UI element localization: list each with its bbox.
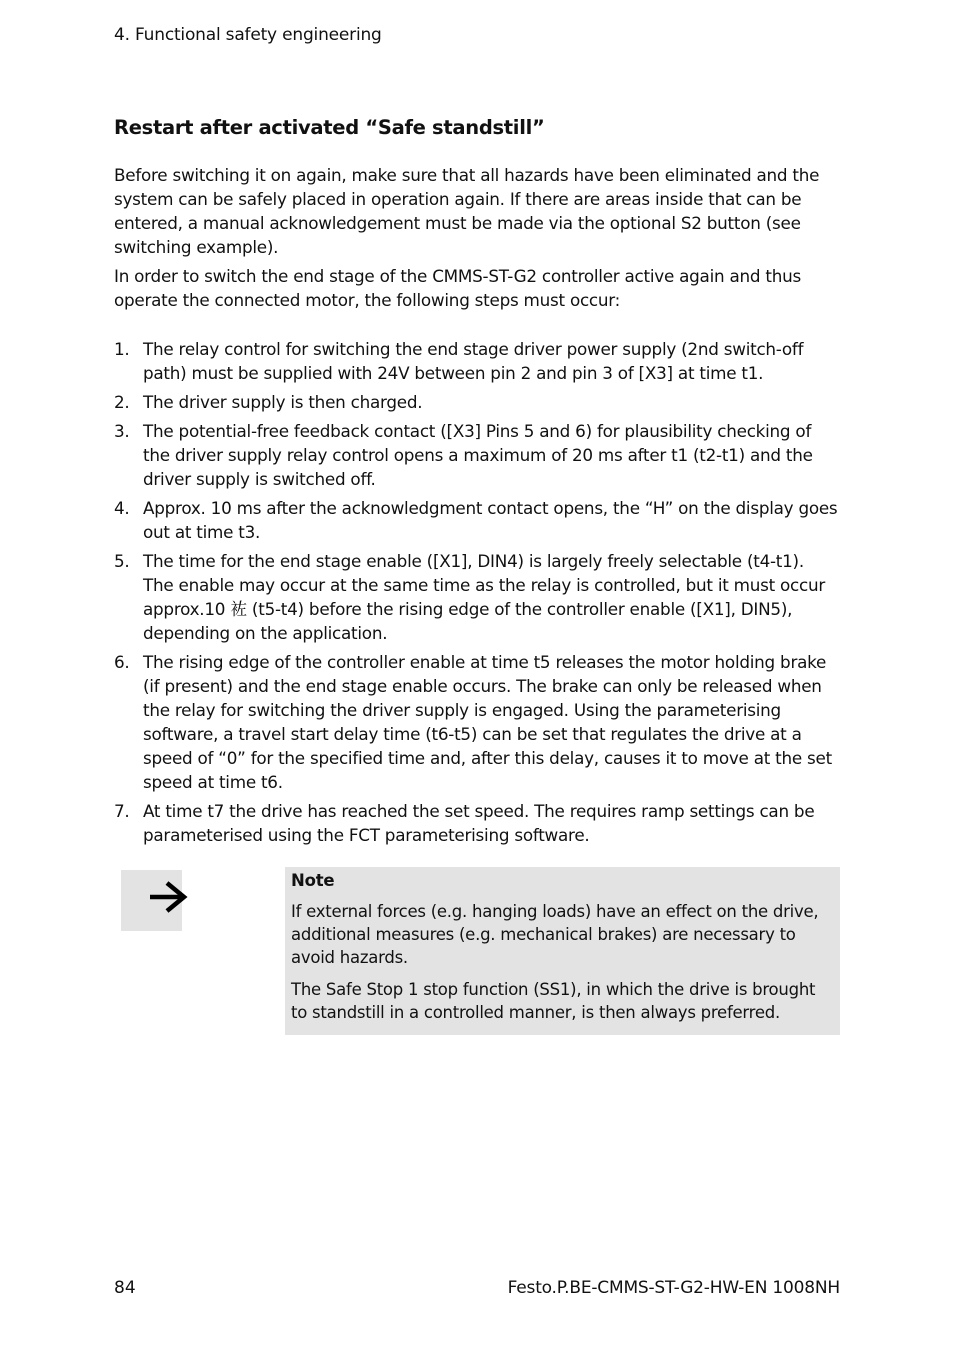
list-item <box>114 549 839 645</box>
list-item <box>114 799 839 847</box>
note-paragraph: If external forces (e.g. hanging loads) have an effect on the drive, additional measures (e.g. mechanical brakes) are necessary to avoid hazards. <box>291 902 819 967</box>
note-title: Note <box>291 871 335 890</box>
note-box <box>285 867 840 1035</box>
list-item <box>114 650 839 794</box>
step-number: 7. <box>114 801 130 821</box>
step-number: 2. <box>114 392 130 412</box>
running-header: 4. Functional safety engineering <box>114 25 382 45</box>
step-text: The driver supply is then charged. <box>143 392 423 412</box>
page-number: 84 <box>114 1278 136 1298</box>
note-marker <box>121 870 182 931</box>
step-text: Approx. 10 ms after the acknowledgment contact opens, the “H” on the display goes out at time t3. <box>143 498 838 542</box>
list-item <box>114 419 839 491</box>
steps-list <box>114 337 839 852</box>
list-item <box>114 390 839 414</box>
step-text: The relay control for switching the end stage driver power supply (2nd switch-off path) must be supplied with 24V between pin 2 and pin 3 of [X3] at time t1. <box>143 339 804 383</box>
intro-paragraph: Before switching it on again, make sure that all hazards have been eliminated and the system can be safely placed in operation again. If there are areas inside that can be entered, a manual acknowledgement must be made via the optional S2 button (see switching example). <box>114 165 820 257</box>
intro-paragraph: In order to switch the end stage of the CMMS-ST-G2 controller active again and thus operate the connected motor, the following steps must occur: <box>114 266 801 310</box>
step-text: The time for the end stage enable ([X1], DIN4) is largely freely selectable (t4-t1). The enable may occur at the same time as the relay is controlled, but it must occur approx.10 袏 (t5-t4) before the rising edge of the controller enable ([X1], DIN5), depending on the application. <box>143 551 826 643</box>
list-item <box>114 337 839 385</box>
document-id: Festo.P.BE-CMMS-ST-G2-HW-EN 1008NH <box>507 1278 840 1298</box>
step-text: The rising edge of the controller enable at time t5 releases the motor holding brake (if present) and the end stage enable occurs. The brake can only be released when the relay for switching the driver supply is engaged. Using the parameterising software, a travel start delay time (t6-t5) can be set that regulates the drive at a speed of “0” for the specified time and, after this delay, causes it to move at the set speed at time t6. <box>143 652 832 792</box>
step-number: 6. <box>114 652 130 672</box>
intro-text <box>114 163 839 317</box>
section-title: Restart after activated “Safe standstill” <box>114 116 545 139</box>
note-paragraph: The Safe Stop 1 stop function (SS1), in which the drive is brought to standstill in a controlled manner, is then always preferred. <box>291 980 816 1022</box>
step-number: 4. <box>114 498 130 518</box>
arrow-right-icon <box>147 878 191 918</box>
step-number: 1. <box>114 339 130 359</box>
step-number: 5. <box>114 551 130 571</box>
step-text: The potential-free feedback contact ([X3] Pins 5 and 6) for plausibility checking of the driver supply relay control opens a maximum of 20 ms after t1 (t2-t1) and the driver supply is switched off. <box>143 421 813 489</box>
step-number: 3. <box>114 421 130 441</box>
step-text: At time t7 the drive has reached the set speed. The requires ramp settings can be parameterised using the FCT parameterising software. <box>143 801 815 845</box>
list-item <box>114 496 839 544</box>
